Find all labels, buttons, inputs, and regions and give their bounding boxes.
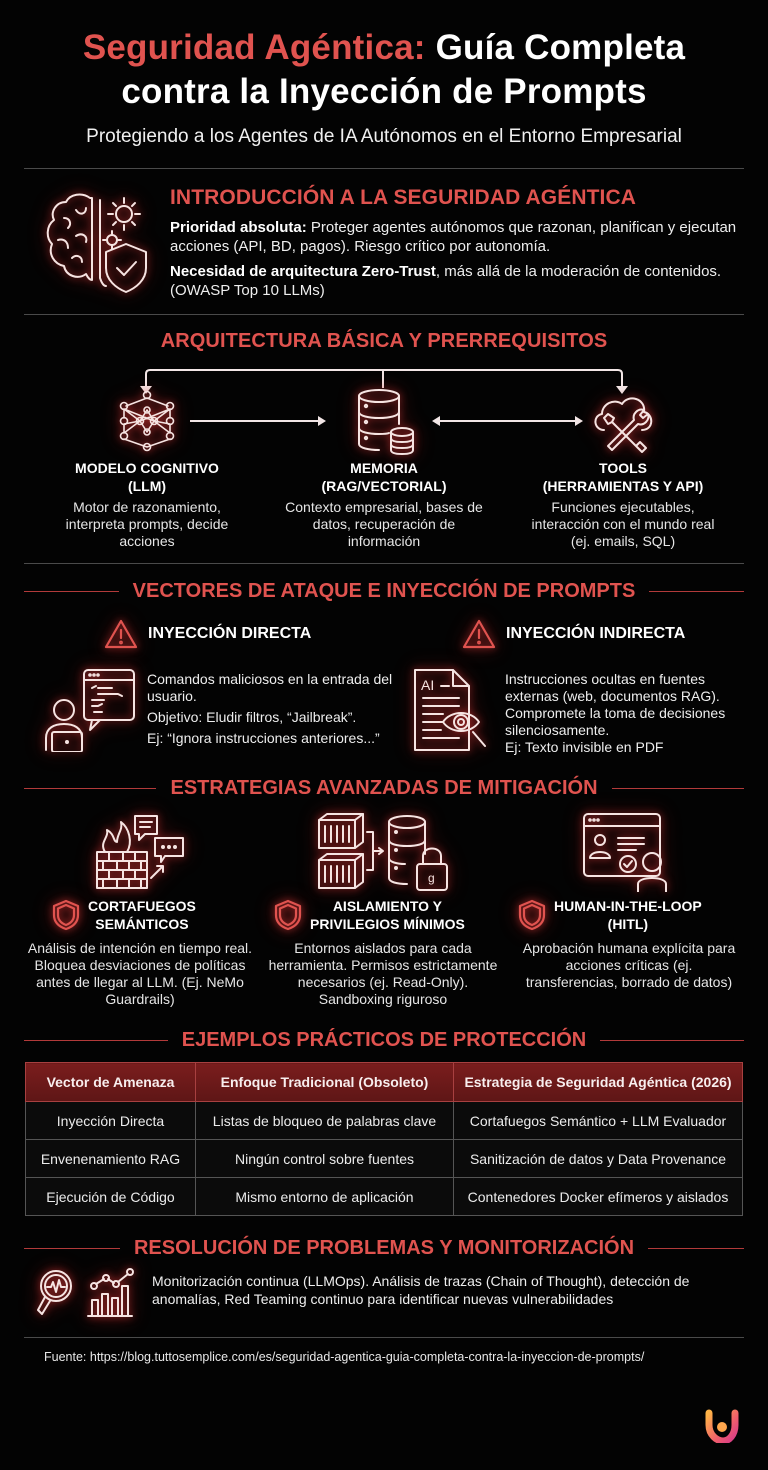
table-row [26, 1102, 743, 1140]
mitigation-firewall-header [52, 897, 196, 933]
mitigation-firewall-desc: Análisis de intención en tiempo real. Bloquea desviaciones de políticas antes de llegar al LLM. (Ej. NeMo Guardrails) [27, 940, 253, 1007]
component-title: MEMORIA [350, 460, 418, 476]
vector-title: INYECCIÓN INDIRECTA [506, 625, 686, 642]
divider [24, 563, 744, 564]
monitoring-title: RESOLUCIÓN DE PROBLEMAS Y MONITORIZACIÓN [133, 1236, 635, 1259]
mitigation-title [88, 897, 196, 933]
table-row [26, 1178, 743, 1216]
vector-indirect-header [462, 618, 685, 650]
shield-icon [274, 899, 302, 931]
component-desc: Contexto empresarial, bases de datos, recuperación de información [285, 499, 483, 549]
mitigation-title: ESTRATEGIAS AVANZADAS DE MITIGACIÓN [170, 776, 598, 799]
vector-line: Ej: “Ignora instrucciones anteriores...” [147, 730, 380, 746]
architecture-component-tools [508, 459, 738, 550]
header-rule [24, 788, 156, 789]
vector-line: Comandos maliciosos en la entrada del usuario. [147, 671, 393, 704]
vector-direct-description [147, 671, 407, 751]
architecture-title: ARQUITECTURA BÁSICA Y PRERREQUISITOS [160, 330, 608, 352]
containers-lock-icon [317, 812, 457, 897]
header-rule [24, 1248, 120, 1249]
mitigation-title [310, 897, 465, 933]
page-subtitle: Protegiendo a los Agentes de IA Autónomos en el Entorno Empresarial [86, 126, 682, 147]
intro-p1-text: Proteger agentes autónomos que razonan, planifican y ejecutan acciones (API, BD, pagos). Riesgo crítico por autonomía. [170, 219, 737, 255]
architecture-component-memory [269, 459, 499, 550]
examples-section-header [24, 1027, 744, 1053]
examples-title: EJEMPLOS PRÁCTICOS DE PROTECCIÓN [181, 1028, 587, 1051]
mitigation-hitl-desc: Aprobación humana explícita para acciones críticas (ej. transferencias, borrado de datos) [522, 940, 736, 990]
intro-paragraph-1 [170, 218, 740, 256]
mitigation-hitl-header [518, 897, 702, 933]
divider [24, 314, 744, 315]
divider [24, 168, 744, 169]
brain-gear-shield-icon [42, 188, 152, 296]
examples-table [25, 1062, 743, 1216]
tuttosemplice-logo-icon [703, 1407, 739, 1443]
mitigation-section-header [24, 775, 744, 801]
monitoring-description: Monitorización continua (LLMOps). Análisis de trazas (Chain of Thought), detección de anomalías, Red Teaming continuo para identificar nuevas vulnerabilidades [152, 1273, 690, 1307]
cloud-tools-icon [590, 390, 656, 459]
page-title [0, 26, 768, 114]
vectors-section-header [24, 578, 744, 604]
vector-line: Objetivo: Eludir filtros, “Jailbreak”. [147, 709, 357, 725]
source-link[interactable]: Fuente: https://blog.tuttosemplice.com/es/seguridad-agentica-guia-completa-contra-la-inyeccion-de-prompts/ [44, 1350, 645, 1364]
firewall-chat-icon [95, 812, 187, 895]
mitigation-title-l1: AISLAMIENTO Y [332, 898, 442, 914]
column-header: Estrategia de Seguridad Agéntica (2026) [454, 1063, 743, 1102]
human-approval-icon [582, 812, 678, 897]
divider [24, 1337, 744, 1338]
table-cell: Contenedores Docker efímeros y aislados [454, 1178, 743, 1216]
header-rule [24, 1040, 168, 1041]
user-laptop-code-icon [42, 668, 138, 757]
vector-direct-header [104, 618, 311, 650]
database-icon [355, 388, 417, 461]
component-subtitle: (HERRAMIENTAS Y API) [542, 478, 704, 494]
component-desc: Funciones ejecutables, interacción con el mundo real (ej. emails, SQL) [531, 499, 715, 549]
mitigation-title-l1: HUMAN-IN-THE-LOOP [554, 898, 702, 914]
title-accent: Seguridad Agéntica: [82, 28, 426, 67]
component-subtitle: (LLM) [127, 478, 167, 494]
shield-icon [518, 899, 546, 931]
svg-text:AI: AI [421, 677, 435, 693]
intro-p2-bold: Necesidad de arquitectura Zero-Trust [170, 263, 436, 280]
vector-line: Instrucciones ocultas en fuentes externas (web, documentos RAG). Compromete la toma de decisiones silenciosamente. [505, 671, 726, 738]
component-title: MODELO COGNITIVO [75, 460, 219, 476]
vector-line: Ej: Texto invisible en PDF [505, 739, 664, 755]
document-eye-icon [413, 668, 493, 759]
mitigation-isolation-header [274, 897, 465, 933]
header-rule [24, 591, 119, 592]
column-header: Vector de Amenaza [26, 1063, 196, 1102]
table-cell: Listas de bloqueo de palabras clave [196, 1102, 454, 1140]
mitigation-title-l2: PRIVILEGIOS MÍNIMOS [310, 916, 465, 932]
table-cell: Mismo entorno de aplicación [196, 1178, 454, 1216]
mitigation-title-l1: CORTAFUEGOS [88, 898, 196, 914]
shield-icon [52, 899, 80, 931]
intro-p1-bold: Prioridad absoluta: [170, 219, 307, 236]
warning-icon [104, 618, 138, 650]
header-rule [612, 788, 744, 789]
table-cell: Inyección Directa [26, 1102, 196, 1140]
svg-text:g: g [428, 871, 435, 885]
vector-title: INYECCIÓN DIRECTA [148, 625, 312, 642]
monitoring-section-header [24, 1235, 744, 1261]
table-cell: Envenenamiento RAG [26, 1140, 196, 1178]
component-subtitle: (RAG/VECTORIAL) [321, 478, 447, 494]
architecture-component-llm [32, 459, 262, 550]
header-rule [649, 591, 744, 592]
header-rule [648, 1248, 744, 1249]
table-header-row [26, 1063, 743, 1102]
intro-title: INTRODUCCIÓN A LA SEGURIDAD AGÉNTICA [170, 186, 636, 209]
component-title: TOOLS [599, 460, 647, 476]
vector-indirect-description [505, 671, 750, 760]
header-rule [600, 1040, 744, 1041]
column-header: Enfoque Tradicional (Obsoleto) [196, 1063, 454, 1102]
mitigation-title-l2: (HITL) [607, 916, 649, 932]
neural-network-icon [116, 390, 178, 457]
table-cell: Cortafuegos Semántico + LLM Evaluador [454, 1102, 743, 1140]
table-cell: Ningún control sobre fuentes [196, 1140, 454, 1178]
intro-paragraph-2 [170, 262, 740, 300]
intro-p2-text: , más allá de la moderación de contenidos. (OWASP Top 10 LLMs) [170, 263, 722, 299]
vectors-title: VECTORES DE ATAQUE E INYECCIÓN DE PROMPTS [132, 579, 636, 602]
table-row [26, 1140, 743, 1178]
title-line2: contra la Inyección de Prompts [121, 72, 647, 111]
mitigation-isolation-desc: Entornos aislados para cada herramienta. Permisos estrictamente necesarios (ej. Read-Only). Sandboxing riguroso [268, 940, 498, 1007]
mitigation-title [554, 897, 702, 933]
component-desc: Motor de razonamiento, interpreta prompts, decide acciones [65, 499, 229, 549]
table-cell: Sanitización de datos y Data Provenance [454, 1140, 743, 1178]
table-cell: Ejecución de Código [26, 1178, 196, 1216]
warning-icon [462, 618, 496, 650]
title-rest: Guía Completa [435, 28, 686, 67]
mitigation-title-l2: SEMÁNTICOS [95, 916, 189, 932]
magnifier-chart-icon [36, 1268, 140, 1325]
